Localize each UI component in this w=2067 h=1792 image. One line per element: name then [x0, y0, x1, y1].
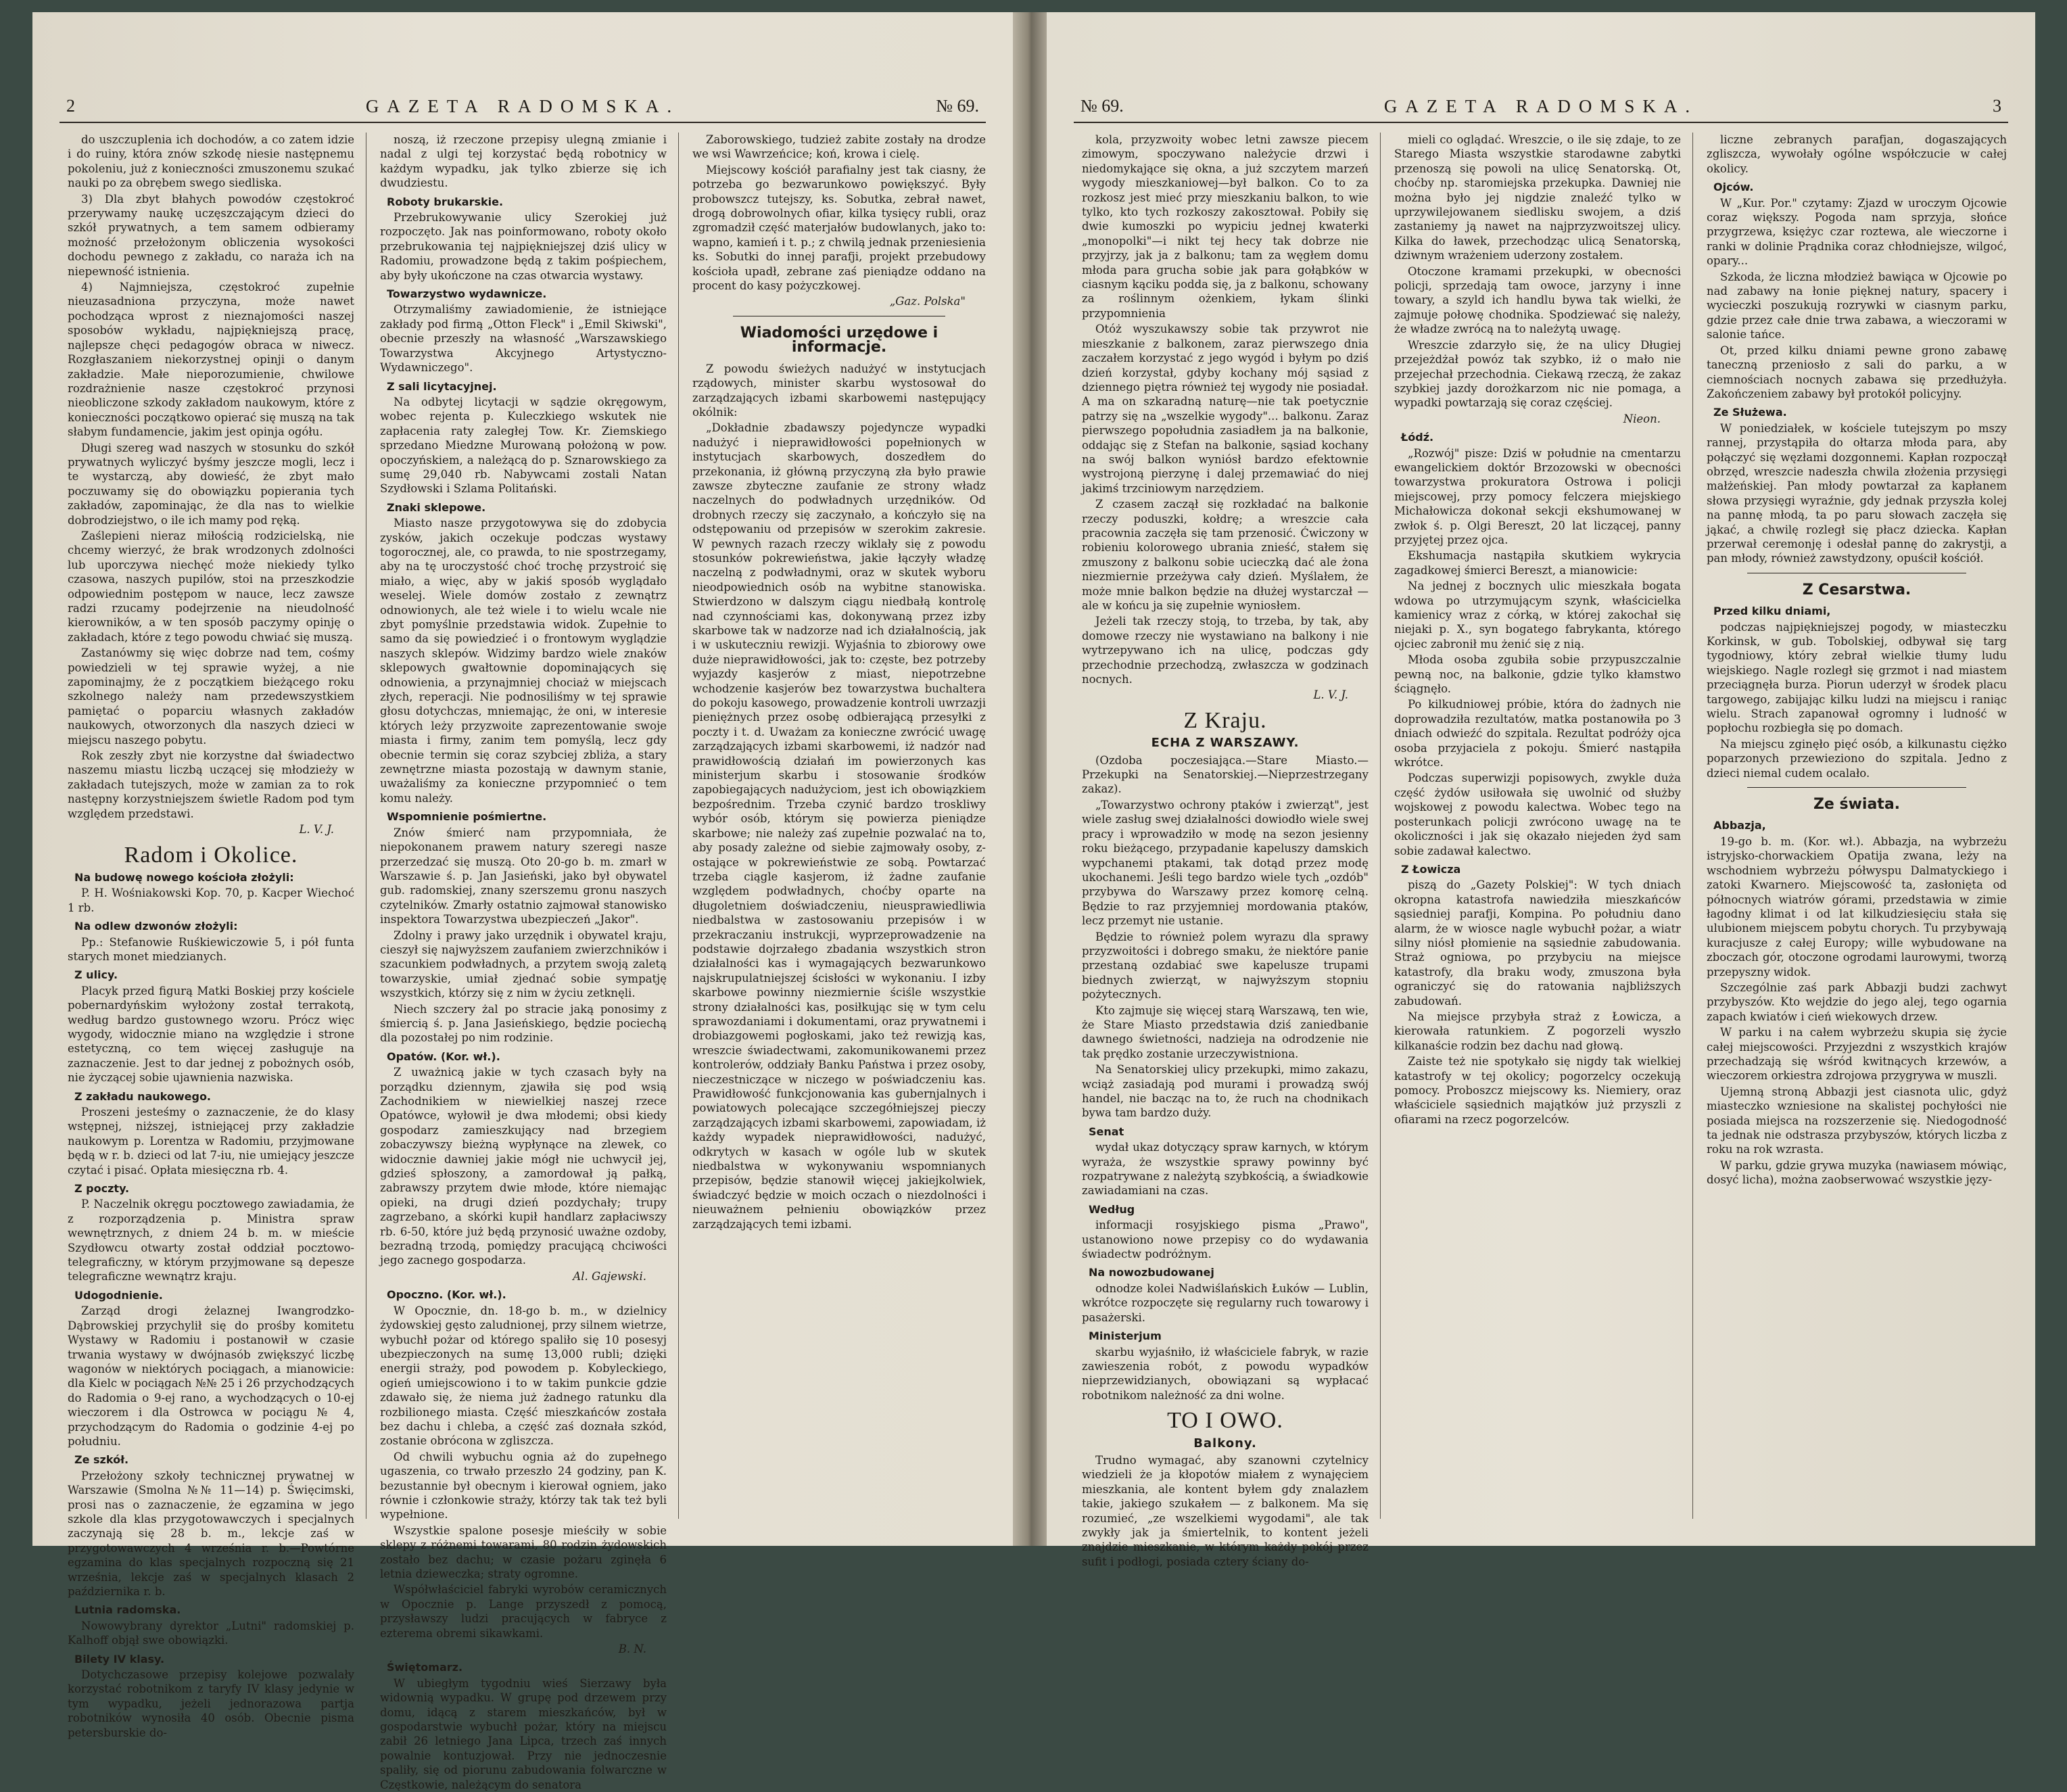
paragraph: W poniedziałek, w kościele tutejszym po mszy rannej, przystąpiła do ołtarza młoda para, aby połączyć się węzłami dozgonnemi. Kapłan rozpoczął obrzęd, wreszcie nadeszła chwila złożenia przysięgi małżeńskiej. Pan młody powtarzał za kapłanem słowa przysięgi wyraźnie, gdy jednak przyszła kolej na pannę młodą, ta po paru słowach zaczęła się jąkać, a chwilę rozległ się płacz dziecka. Kapłan przerwał ceremonję i odesłał pannę do zakrystji, a pan młody, również zawstydzony, opuścił kościół. — [1707, 421, 2007, 565]
article-heading: Przed kilku dniami, — [1713, 605, 1831, 618]
article-heading: Na nowozbudowanej — [1089, 1266, 1214, 1279]
section-title: TO I OWO. — [1167, 1408, 1283, 1434]
paragraph: Od chwili wybuchu ognia aż do zupełnego ugaszenia, co trwało przeszło 24 godziny, pan K. bezustannie był obecnym i kierował ogniem, jako równie i członkowie straży, którzy tak tak też byli wypełnione. — [380, 1450, 667, 1522]
author-signature: L. V. J. — [299, 823, 334, 836]
paragraph: W parku i na całem wybrzeżu skupia się życie całej miejscowości. Przyjezdni z wszystkich krajów przechadzają się wśród kwitnących krzewów, a wieczorem orkiestra zdrojowa przygrywa w muszli. — [1707, 1026, 2007, 1083]
paragraph: Jeżeli tak rzeczy stoją, to trzeba, by tak, aby domowe rzeczy nie wystawiano na balkony i nie wytrzepywano ich na ulicę, podczas gdy przechodnie przechodzą, zwłaszcza w godzinach nocnych. — [1082, 615, 1369, 686]
article-heading: Na budowę nowego kościoła złożyli: — [74, 870, 294, 884]
paragraph: Ekshumacja nastąpiła skutkiem wykrycia zagadkowej śmierci Bereszt, a mianowicie: — [1394, 549, 1681, 577]
right-page — [1047, 12, 2035, 1568]
paragraph: Na miejscu zginęło pięć osób, a kilkunastu ciężko poparzonych przewieziono do szpitala. Jedno z dzieci niemal cudem ocalało. — [1707, 737, 2007, 780]
paragraph: Z czasem zaczął się rozkładać na balkonie rzeczy poduszki, kołdrę; a wreszcie cała pracownia zaczęła się tam przenosić. Ćwiczony w robieniu kolorowego ubrania znieść, stałem się zmuszony z balkonu sobie ucieczką dać ale żona niezmiernie przeżywa cały dzień. Myślałem, że może mnie balkon będzie na dłużej wystarczał — ale w końcu ja się zupełnie wyniosłem. — [1082, 498, 1369, 612]
subsection-title: Balkony. — [1193, 1436, 1257, 1451]
section-title: Wiadomości urzędowe i informacje. — [740, 324, 939, 356]
right-issue-number: № 69. — [1080, 96, 1124, 116]
paragraph: piszą do „Gazety Polskiej": W tych dniach okropna katastrofa nawiedziła mieszkańców sąsiedniej parafji, Kompina. Po południu dano alarm, że w wiosce nagle wybuchł pożar, a wiatr silny niósł płomienie na sąsiednie zabudowania. Straż ogniowa, po przybyciu na miejsce katastrofy, dla braku wody, zmuszona była ograniczyć się do ratowania najbliższych zabudowań. — [1394, 878, 1681, 1008]
paragraph: Zdolny i prawy jako urzędnik i obywatel kraju, cieszył się najwyższem zaufaniem zwierzchników i szacunkiem podwładnych, a przytem swoją zaletą towarzyskie, umiał zjednać sobie sympatję wszystkich, którzy się z nim w życiu zetknęli. — [380, 928, 667, 1000]
paragraph: Młoda osoba zgubiła sobie przypuszczalnie pewną noc, na balkonie, gdzie tylko kłamstwo ściągnęło. — [1394, 653, 1681, 696]
paragraph: do uszczuplenia ich dochodów, a co zatem idzie i do ruiny, która znów szkodę niesie następnemu pokoleniu, już z konieczności zmuszonemu szukać nauki po za obrębem swego siedliska. — [68, 133, 354, 190]
left-issue-number: № 69. — [936, 96, 979, 116]
paragraph: skarbu wyjaśniło, iż właściciele fabryk, w razie zawieszenia robót, z powodu wypadków nieprzewidzianych, obowiązani są wypłacać robotnikom należność za dni wolne. — [1082, 1345, 1369, 1402]
author-signature: L. V. J. — [1313, 688, 1348, 702]
paragraph: Po kilkudniowej próbie, która do żadnych nie doprowadziła rezultatów, matka postanowiła po 3 dniach odwieźć do szpitala. Rezultat podróży ojca osoba przyjaciela z pokoju. Śmierć nastąpiła wkrótce. — [1394, 698, 1681, 770]
book-gutter — [1013, 12, 1047, 1546]
left-columns — [68, 133, 986, 1791]
paragraph: Długi szereg wad naszych w stosunku do szkół prywatnych wyliczyć byśmy jeszcze mogli, lecz i te wystarczą, aby dowieść, że zbyt mało poczuwamy się do obowiązku popierania tych zakładów, zapominając, że dla nas to wielkie dobrodziejstwo, o ile ich mamy pod ręką. — [68, 441, 354, 527]
article-heading: Opoczno. (Kor. wł.). — [387, 1288, 506, 1302]
paragraph: Na miejsce przybyła straż z Łowicza, a kierowała ratunkiem. Z pogorzeli wyszło kilkanaście rodzin bez dachu nad głową. — [1394, 1010, 1681, 1052]
paragraph: Zastanówmy się więc dobrze nad tem, cośmy powiedzieli w tej sprawie wyżej, a nie zapominajmy, że z początkiem bieżącego roku szkolnego należy nam przedewszystkiem pamiętać o poparciu własnych zakładów naukowych, otworzonych dla naszych dzieci w miejscu naszego pobytu. — [68, 646, 354, 747]
article-heading: Z ulicy. — [74, 968, 118, 982]
right-column-divider-1 — [1380, 133, 1381, 1519]
paragraph: P. H. Wośniakowski Kop. 70, p. Kacper Wiechoć 1 rb. — [68, 887, 354, 914]
paragraph: Otrzymaliśmy zawiadomienie, że istniejące zakłady pod firmą „Otton Fleck" i „Emil Skiwski", obecnie przeszły na własność „Warszawskiego Towarzystwa Akcyjnego Artystyczno-Wydawniczego". — [380, 303, 667, 375]
paragraph: podczas najpiękniejszej pogody, w miasteczku Korkinsk, w gub. Tobolskiej, odbywał się targ tygodniowy, który zebrał wielkie tłumy ludu wiejskiego. Nagle rozległ się grzmot i nad miastem przeciągnęła burza. Piorun uderzył w środek placu targowego, zabijając kilku ludzi na miejscu i raniąc wielu. Strach zapanował ogromny i ludność w popłochu rozbiegła się po domach. — [1707, 620, 2007, 735]
article-heading: Z zakładu naukowego. — [74, 1089, 212, 1103]
author-signature: B. N. — [618, 1643, 646, 1656]
paragraph: wydał ukaz dotyczący spraw karnych, w którym wyraża, że wszystkie sprawy powinny być rozpatrywane z należytą szybkością, a świadkowie zawiadamiani na czas. — [1082, 1141, 1369, 1198]
author-signature: Nieon. — [1623, 412, 1661, 425]
paragraph: Z powodu świeżych nadużyć w instytucjach rządowych, minister skarbu wystosował do zarządzających izbami skarbowemi następujący okólnik: — [692, 362, 986, 419]
paragraph: Trudno wymagać, aby szanowni czytelnicy wiedzieli że ja kłopotów miałem z wynajęciem mieszkania, ale kontent byłem gdy znalazłem takie, jakiego szukałem — z balkonem. Ma się rozumieć, „ze wszelkiemi wygodami", ale tak zwykły jak ja śmiertelnik, to kontent jeżeli znajdzie mieszkanie, w którym każdy pokój przez sufit i podłogi, posiada cztery ściany do- — [1082, 1453, 1369, 1568]
paragraph: Przebrukowywanie ulicy Szerokiej już rozpoczęto. Jak nas poinformowano, roboty około przebrukowania tej najpiękniejszej dziś ulicy w Radomiu, prowadzone będą z takim pośpiechem, aby były ukończone na czas otwarcia wystawy. — [380, 211, 667, 282]
section-title: Ze świata. — [1813, 796, 1901, 814]
paragraph: Na jednej z bocznych ulic mieszkała bogata wdowa po utrzymującym szynk, właścicielka kamienicy wraz z córką, w której zakochał się niejaki p. X., syn bogatego fabrykanta, którego ojciec zabronił mu żenić się z nią. — [1394, 580, 1681, 651]
paragraph: Miasto nasze przygotowywa się do zdobycia zysków, jakich oczekuje podczas wystawy togorocznej, ale, co prawda, to nie spostrzegamy, aby na tę uroczystość choć trochę przystroić się miało, a więc, aby w jakiś sposób wyglądało weselej. Wiele domów zostało z zewnątrz odnowionych, ale też wiele i to wielu wcale nie zbyt pomyślnie przedstawia widok. Zupełnie to samo da się powiedzieć i o frontowym wyglądzie naszych sklepów. Widzimy bardzo wiele znaków sklepowych gwałtownie dopominających się odnowienia, a przynajmniej chociaż w miejscach złych, reperacji. Nie podnosiliśmy w tej sprawie głosu dotychczas, mniemając, że oni, w interesie których leży przyzwoite zaprezentowanie swoje miasta i firmy, zanim tem pomyślą, lecz gdy obecnie termin się coraz szybciej zbliża, a stary zewnętrzne miasta pozostają w dawnym stanie, uważaliśmy za konieczne przypomnieć o tem komu należy. — [380, 517, 667, 805]
article-heading: Łódź. — [1401, 431, 1434, 444]
article-heading: Z sali licytacyjnej. — [387, 379, 497, 393]
paragraph: Otóż wyszukawszy sobie tak przywrot nie mieszkanie z balkonem, zaraz pierwszego dnia zaczałem korzystać z jego wygód i byłym po dziś dzień korzystał, gdyby kochany mój sąsiad z dziennego piętra również tej wygody nie posiadał. A ma on szkaradną naturę—nie tak poetycznie patrzy się na „wszelkie wygody"... balkonu. Zaraz pierwszego popołudnia zasiadłem ja na balkonie, oddając się z Stefan na balkonie, sąsiad kochany na swój balkon wyniósł bardzo efektownie wystrojoną pierzynę i dalej przemawiać do niej jakimś trzciniowym narzędziem. — [1082, 323, 1369, 495]
paragraph: informacji rosyjskiego pisma „Prawo", ustanowiono nowe przepisy co do wydawania świadectw podróżnym. — [1082, 1219, 1369, 1261]
paragraph: W parku, gdzie grywa muzyka (nawiasem mówiąc, dosyć licha), można zaobserwować wszystkie języ- — [1707, 1158, 2007, 1187]
article-heading: Udogodnienie. — [74, 1288, 163, 1302]
right-page-number: 3 — [1993, 96, 2001, 116]
paragraph: W „Kur. Por." czytamy: Zjazd w uroczym Ojcowie coraz większy. Pogoda nam sprzyja, słońce przygrzewa, księżyc czar roztewa, ale wieczorne i ranki w dolinie Prądnika coraz chłodniejsze, wilgoć, opary... — [1707, 196, 2007, 268]
right-column-3 — [1707, 133, 2007, 1532]
paragraph: mieli co oglądać. Wreszcie, o ile się zdaje, to ze Starego Miasta wszystkie starodawne zabytki przenoszą się powoli na ulicę Senatorską. Ot, choćby np. staromiejska przekupka. Dawniej nie można było jej nigdzie znaleźć tylko w uprzywilejowanem siedlisku swojem, a dziś zastaniemy ją nawet na najprzyzwoitszej ulicy. Kilka do ławek, przechodząc ulicą Senatorską, dziwnym wrażeniem uderzony zostałem. — [1394, 133, 1681, 262]
paragraph: Pp.: Stefanowie Ruśkiewiczowie 5, i pół funta starych monet miedzianych. — [68, 935, 354, 963]
paragraph: Niech szczery żal po stracie jaką ponosimy z śmiercią ś. p. Jana Jasieńskiego, będzie pociechą dla pozostałej po nim rodzinie. — [380, 1002, 667, 1045]
article-heading: Wspomnienie pośmiertne. — [387, 810, 547, 824]
paragraph: Będzie to również polem wyrazu dla sprawy przyzwoitości i dobrego smaku, że niektóre panie przestaną ozdabiać swe kapelusze trupami biednych zwierząt, w najwyższym stopniu pożytecznych. — [1082, 930, 1369, 1001]
paragraph: Placyk przed figurą Matki Boskiej przy kościele pobernardyńskim wyłożony został terrakotą, według bardzo gustownego wzoru. Prócz więc wygody, widocznie miano na względzie i strone estetyczną, co tem więcej zasługuje na zaznaczenie. Jest to dar jednej z pobożnych osób, nie życzącej sobie ujawnienia nazwiska. — [68, 984, 354, 1085]
paragraph: kola, przyzwoity wobec letni zawsze piecem zimowym, spoczywano należycie drzwi i niedomykające się okna, a już szczytem marzeń wygody mieszkaniowej—był balkon. Co to za rozkosz jest mieć przy mieszkaniu balkon, to wie tylko, kto tych rozkoszy zakosztował. Pobiły się dwie kumoszki po wypiciu jednej kwaterki „monopolki"—i nikt tej hecy tak dobrze nie przyjrzy, jak ja z balkonu; tam za węgłem domu młoda para grucha sobie jak para gołąbków w ciasnym kąciku podda się, ja z balkonu, schowany za roślinnym ożenkiem, łykam ślinki przypomnienia — [1082, 133, 1369, 320]
divider-rule — [1747, 787, 1966, 788]
paragraph: Zaślepieni nieraz miłością rodzicielską, nie chcemy wierzyć, że brak wrodzonych zdolności lub uporczywa niechęć może niekiedy tylko czasowa, naszych pupilów, stoi na przeszkodzie odpowiednim postępom w nauce, lecz zawsze radzi rzucamy podejrzenie na nieudolność kierowników, a w ten sposób paczymy opinję o zakładach, które z tego powodu chwiać się muszą. — [68, 529, 354, 644]
paragraph: Rok zeszły zbyt nie korzystne dał świadectwo naszemu miastu liczbą uczącej się młodzieży w zakładach tutejszych, może w zamian za to rok następny korzystniejszem świetle Radom pod tym względem przedstawi. — [68, 749, 354, 820]
article-heading: Ojców. — [1713, 181, 1754, 194]
paragraph: „Rozwój" pisze: Dziś w południe na cmentarzu ewangelickiem doktór Brzozowski w obecności towarzystwa prokuratora Ostrowa i policji miejscowej, przy pomocy felczera miejskiego Michałowicza dokonał sekcji ekshumowanej w zwłok ś. p. Olgi Bereszt, 20 lat liczącej, panny przyjętej przez ojca. — [1394, 446, 1681, 546]
paragraph: Wreszcie zdarzyło się, że na ulicy Długiej przejeżdżał powóz tak szybko, iż o mało nie przejechał przechodnia. Ciekawą rzeczą, że zakaz szybkiej jazdy dorożkarzom nic nie pomaga, a wypadki powtarzają się coraz częściej. — [1394, 338, 1681, 410]
paragraph: Szczególnie zaś park Abbazji budzi zachwyt przybyszów. Kto wejdzie do jego alej, tego ogarnia zapach kwiatów i cień wiekowych drzew. — [1707, 981, 2007, 1023]
left-column-2 — [380, 133, 667, 1791]
paragraph: Zaiste też nie spotykało się nigdy tak wielkiej katastrofy w tej okolicy; pogorzelcy oczekują pomocy. Proboszcz miejscowy ks. Niemiery, oraz właściciele sąsiednich majątków już przyszli z ofiarami na rzecz pogorzelców. — [1394, 1055, 1681, 1126]
paragraph: Ot, przed kilku dniami pewne grono zabawę taneczną przeniosło z sali do parku, a w ciemnościach nocnych zabawa się przedłużyła. Zakończeniem zabawy był protokół policyjny. — [1707, 344, 2007, 400]
paragraph: 4) Najmniejsza, częstokroć zupełnie nieuzasadniona przyczyna, może nawet pochodząca wprost z nieznajomości naszej sposobów wykładu, najpiękniejszą pracę, najlepsze chęci pedagogów obraca w niwecz. Rozgłaszaniem niekorzystnej opinji o danym zakładzie. Małe nieporozumienie, chwilowe rozdrażnienie nasze częstokroć przynosi nieobliczone szkody zakładom naukowym, które z konieczności początkowo opierać się muszą na tak słabym fundamencie, jakim jest opinja ogółu. — [68, 281, 354, 439]
right-masthead — [1074, 92, 2008, 123]
newspaper-spread — [32, 12, 2035, 1791]
paragraph: Nowowybrany dyrektor „Lutni" radomskiej p. Kalhoff objął swe obowiązki. — [68, 1619, 354, 1647]
section-title: Z Kraju. — [1183, 707, 1267, 733]
paragraph: liczne zebranych parafjan, dogaszających zgliszcza, wywołały ogólne współczucie w całej okolicy. — [1707, 133, 2007, 175]
paragraph: noszą, iż rzeczone przepisy ulegną zmianie i nadal z ulgi tej korzystać będą robotnicy w każdym wypadku, jak tylko zbierze się ich dwudziestu. — [380, 133, 667, 190]
right-columns — [1082, 133, 2008, 1568]
article-heading: Towarzystwo wydawnicze. — [387, 287, 547, 301]
article-heading: Świętomarz. — [387, 1661, 463, 1674]
paragraph: Dotychczasowe przepisy kolejowe pozwalały korzystać robotnikom z taryfy IV klasy jedynie w tym wypadku, jeżeli jednorazowa partja robotników wynosiła 40 osób. Obecnie pisma petersburskie do- — [68, 1668, 354, 1739]
article-heading: Na odlew dzwonów złożyli: — [74, 920, 238, 933]
paragraph: Podczas superwizji popisowych, zwykle duża część żydów usiłowała się uwolnić od służby wojskowej z powodu kalectwa. Wobec tego na posterunkach policji zwrócono uwagę na te okoliczności i jak się okazało niejeden żyd sam sobie zadawał kalectwo. — [1394, 772, 1681, 857]
paragraph: „Towarzystwo ochrony ptaków i zwierząt", jest wiele zasług swej działalności dowiodło wiele swej pracy i wprowadziło w modę na sezon jesienny roku bieżącego, przypadanie kapeluszy damskich wypchanemi ptakami, tak dotąd przez modę ukochanemi. Jeśli tego bardzo wiele tych „ozdób" przybywa do Warszawy przez komorę celną. Będzie to raz przyjemniej mordowania ptaków, lecz przemyt nie ustanie. — [1082, 798, 1369, 928]
article-heading: Według — [1089, 1202, 1135, 1216]
paragraph: Kto zajmuje się więcej starą Warszawą, ten wie, że Stare Miasto przedstawia dziś zaniedbanie dawnego świetności, nadzieja na odrodzenie nie tak prędko zostanie urzeczywistniona. — [1082, 1004, 1369, 1060]
paragraph: Przełożony szkoły technicznej prywatnej w Warszawie (Smolna №№ 11—14) p. Święcimski, prosi nas o zaznaczenie, że egzamina w jego szkole dla klas przygotowawczych i specjalnych zaczynają się 28 b. m., lekcje zaś w przygotowawczych 4 września r. b.—Powtórne egzamina do klas specjalnych rozpoczną się 21 września, lekcje zaś w specjalnych klasach 2 października r. b. — [68, 1469, 354, 1598]
left-column-1 — [68, 133, 354, 1739]
article-heading: Z Łowicza — [1401, 862, 1461, 876]
paragraph: „Dokładnie zbadawszy pojedyncze wypadki nadużyć i nieprawidłowości popełnionych w instytucjach skarbowych, doszedłem do przekonania, iż główną przyczyną zła było prawie zawsze zbyteczne zaufanie ze strony władz naczelnych do podwładnych urzędników. Od drobnych rzeczy się zaczynało, a kończyło się na odstępowaniu od przepisów w szerokim zakresie. W pewnych razach rzeczy wiklały się z powodu stosunków pokrewieństwa, jakie łączyły władzę naczelną z podwładnymi, oraz w skutek wyboru nieodpowiednich osób na wybitne stanowiska. Stwierdzono w dalszym ciągu niedbałą kontrolę nad czynnościami kas, dokonywaną przez izby skarbowe tak w nadzorze nad ich działalnością, jak i w uskuteczniu rewizji. Wyjaśnia to zbiorowy owe duże nieprawidłowości, jak to: częste, bez potrzeby wyjazdy kasjerów z miast, niepotrzebne wchodzenie kasjerów bez towarzystwa buchaltera do pokoju kasowego, prowadzenie kontroli uwrzazji pieniężnych przez osobę odbierającą przesyłki z poczty i t. d. Uważam za konieczne zwrócić uwagę zarządzających izbami skarbowemi, iż nadzór nad prawidłowością działań im powierzonych kas ministerjum skarbu i stosowanie środków zapobiegających nadużyciom, jest ich obowiązkiem bezpośrednim. Trzeba czynić bardzo troskliwy wybór osób, którym się powierza pieniądze skarbowe; nie należy zaś zupełnie pozwalać na to, aby posady zależne od siebie zajmowały osoby, z-ostające w pokrewieństwie ze sobą. Powtarzać trzeba ciągle kasjerom, iż żadne zaufanie względem podwładnych, choćby oparte na długoletniem doświadczeniu, nieusprawiedliwia niedbalstwa w zastosowaniu przepisów i w przekraczaniu instrukcji, wyprzeprowadzenie na podstawie dojrzałego zbadania wszystkich stron działalności kas i wymagających bezwarunkowo najskrupulatniejszej ścisłości w wykonaniu. I izby skarbowe powinny niezmiernie ściśle wszystkie strony działalności kas, posiłkując się w tym celu sprawozdaniami i dokumentami, oraz prywatnemi i drobiazgowemi pogłoskami, jako też rewizją kas, wreszcie świadectwami, zakomunikowanemi przez kontrolerów, oddziały Banku Państwa i przez osoby, nieczestniczące w niczego w poświadczeniu kas. Prawidłowość funkcjonowania kas gubernjalnych i powiatowych polecające szczegółniejszej pieczy zarządzających izbami skarbowemi, zapowiadam, iż każdy wypadek nieprawidłowości, nadużyć, odkrytych w kasach w ogóle lub w skutek niedbalstwa w wykonywaniu wspomnianych przepisów, będzie stanowił więcej jakiejkolwiek, świadczyć będzie w moich oczach o niezdolności i nieuważnem pełnieniu obowiązków przez zarządzających temi izbami. — [692, 421, 986, 1231]
paragraph: Na odbytej licytacji w sądzie okręgowym, wobec rejenta p. Kuleczkiego wskutek nie zapłacenia raty zaległej Tow. Kr. Ziemskiego sprzedano Miedzne Murowaną położoną w pow. opoczyńskiem, a należącą do p. Sznarowskiego za sumę 29,040 rb. Nabywcami zostali Natan Szydłowski i Szlama Politański. — [380, 395, 667, 496]
right-column-2 — [1394, 133, 1681, 1532]
paragraph: Współwłaściciel fabryki wyrobów ceramicznych w Opocznie p. Lange przyszedł z pomocą, przysławszy ludzi pracujących w fabryce z ezterema obremi sikawkami. — [380, 1583, 667, 1640]
paragraph: (Ozdoba poczesiająca.—Stare Miasto.—Przekupki na Senatorskiej.—Nieprzestrzegany zakaz). — [1082, 753, 1369, 796]
paragraph: Zaborowskiego, tudzież zabite zostały na drodze we wsi Wawrzeńcice; koń, krowa i cielę. — [692, 133, 986, 161]
article-heading: Ministerjum — [1089, 1329, 1162, 1343]
article-heading: Ze szkół. — [74, 1453, 129, 1467]
left-masthead — [60, 92, 986, 123]
section-title: Radom i Okolice. — [124, 842, 298, 868]
article-heading: Opatów. (Kor. wł.). — [387, 1050, 500, 1063]
paragraph: Miejscowy kościół parafialny jest tak ciasny, że potrzeba go bezwarunkowo powiększyć. Były probowszcz tutejszy, ks. Sobutka, zebrał nawet, drogą dobrowolnych ofiar, kilka tysięcy rubli, oraz zgromadził część materjałów budowlanych, jako to: wapno, kamień i t. p.; z chwilą jednak przeniesienia ks. Sobutki do innej parafji, projekt przebudowy kościoła upadł, zebrane zaś pieniądze oddano na procent do kasy pożyczkowej. — [692, 163, 986, 293]
paragraph: Zarząd drogi żelaznej Iwangrodzko-Dąbrowskiej przychylił się do prośby komitetu Wystawy w Radomiu i postanowił w czasie trwania wystawy w dwójnasób zwiększyć liczbę wagonów w niektórych pociągach, a mianowicie: dla Kielc w pociągach №№ 25 i 26 przychodzących do Radomia o 9-ej rano, a wychodzących o 10-ej wieczorem i dla Ostrowca w pociągu № 4, przychodzącym do Radomia o godzinie 4-ej po południu. — [68, 1304, 354, 1448]
right-column-1 — [1082, 133, 1369, 1568]
author-signature: Al. Gajewski. — [573, 1269, 646, 1283]
paragraph: Na Senatorskiej ulicy przekupki, mimo zakazu, wciąż zasiadają pod murami i prowadzą swój handel, nie bacząc na to, że ruch na chodnikach bywa tam bardzo duży. — [1082, 1063, 1369, 1120]
article-heading: Z poczty. — [74, 1182, 130, 1196]
paragraph: Szkoda, że liczna młodzież bawiąca w Ojcowie po nad zabawy na łonie pięknej natury, spacery i wycieczki poszukują rozrywki w ciasnym parku, gdzie przez całe dnie trwa zabawa, a wieczorami w salonie tańce. — [1707, 270, 2007, 341]
article-heading: Roboty brukarskie. — [387, 195, 504, 208]
author-signature: „Gaz. Polska" — [889, 295, 966, 308]
paragraph: Znów śmierć nam przypomniała, że niepokonanem prawem natury szeregi nasze przerzedzać się muszą. Oto 20-go b. m. zmarł w Warszawie ś. p. Jan Jasieński, jako był obywatel gub. radomskiej, znany szerszemu gronu naszych czytelników. Zmarły ostatnio zajmował stanowisko inspektora Towarzystwa ubezpieczeń „Jakor". — [380, 826, 667, 926]
left-paper-title: GAZETA RADOMSKA. — [365, 96, 680, 116]
paragraph: 19-go b. m. (Kor. wł.). Abbazja, na wybrzeżu istryjsko-chorwackiem Opatija zwana, leży na wschodniem wybrzeżu półwyspu Dalmatyckiego i zatoki Kwarnero. Miejscowość ta, zasłonięta od północnych wiatrów górami, przedstawia w zimie łagodny klimat i od lat kilkudziesięciu stała się ulubionem miejscem pobytu chorych. Tu przybywają kuracjusze z całej Europy; wille wybudowane na zboczach gór, otoczone ogrodami laurowymi, tworzą przepyszny widok. — [1707, 834, 2007, 978]
article-heading: Abbazja, — [1713, 819, 1766, 832]
right-column-divider-2 — [1692, 133, 1693, 1519]
left-column-divider-2 — [678, 133, 679, 1519]
right-paper-title: GAZETA RADOMSKA. — [1383, 96, 1698, 116]
section-title: Z Cesarstwa. — [1802, 581, 1911, 598]
article-heading: Znaki sklepowe. — [387, 500, 486, 514]
paragraph: P. Naczelnik okręgu pocztowego zawiadamia, że z rozporządzenia p. Ministra spraw wewnętrznych, z dniem 24 b. m. w mieście Szydłowcu otwarty został oddział pocztowo-telegraficzny, w którym przyjmowane są depesze telegraficzne wewnątrz kraju. — [68, 1198, 354, 1283]
paragraph: odnodze kolei Nadwiślańskich Łuków — Lublin, wkrótce rozpoczęte się regularny ruch towarowy i pasażerski. — [1082, 1281, 1369, 1324]
article-heading: Bilety IV klasy. — [74, 1652, 165, 1666]
paragraph: Wszystkie spalone posesje mieściły w sobie sklepy z różnemi towarami, 80 rodzin żydowskich zostało bez dachu; w czasie pożaru zginęła 6 letnia dzieweczka; straty ogromne. — [380, 1524, 667, 1580]
article-heading: Ze Służewa. — [1713, 406, 1787, 419]
left-page-number: 2 — [66, 96, 75, 116]
article-heading: Senat — [1089, 1125, 1124, 1138]
subsection-title: ECHA Z WARSZAWY. — [1151, 736, 1300, 751]
article-heading: Lutnia radomska. — [74, 1603, 181, 1617]
paragraph: W ubiegłym tygodniu wieś Sierzawy była widownią wypadku. W grupę pod drzewem przy domu, idącą z starem mieszkańców, był w gospodarstwie wybuchł pożar, który na miejscu zabił 26 letniego Jana Lipca, trzech zaś innych powalnie kontuzjował. Przy nie jednoczesnie spaliły, się od piorunu zabudowania folwarczne w Częstkowie, należącym do senatora — [380, 1676, 667, 1791]
paragraph: Proszeni jesteśmy o zaznaczenie, że do klasy wstępnej, niższej, istniejącej przy zakładzie naukowym p. Lorentza w Radomiu, przyjmowane będą w r. b. dzieci od lat 7-iu, nie umiejący jeszcze czytać i pisać. Opłata miesięczna rb. 4. — [68, 1106, 354, 1177]
paragraph: Otoczone kramami przekupki, w obecności policji, sprzedają tam owoce, jarzyny i inne towary, a szyld ich handlu bywa tak wielki, że zajmuje połowę chodnika. Spodziewać się należy, że władze zwrócą na to należytą uwagę. — [1394, 264, 1681, 336]
paragraph: Ujemną stroną Abbazji jest ciasnota ulic, gdyż miasteczko wzniesione na skalistej pochyłości nie posiada miejsca na rozszerzenie się. Niedogodność ta jednak nie odstrasza przybyszów, których liczba z roku na rok wzrasta. — [1707, 1085, 2007, 1156]
left-column-3 — [692, 133, 986, 1532]
paragraph: W Opocznie, dn. 18-go b. m., w dzielnicy żydowskiej gęsto zaludnionej, przy silnem wietrze, wybuchł pożar od którego spaliło się 10 posesyj ubezpieczonych na sumę 13,000 rubli; dzięki energii straży, pod powodem p. Kobyleckiego, ogień umiejscowiono i to w takim punkcie gdzie zdawało się, że niema już żadnego ratunku dla rozbilionego miasta. Część mieszkańców została bez dachu i chleba, a część zaś doznała szkód, zostanie obrócona w zgliszcza. — [380, 1304, 667, 1448]
paragraph: Z uważnicą jakie w tych czasach były na porządku dziennym, zjawiła się pod wsią Zachodnikiem w niewielkiej naszej rzece Opatówce, wyłowił je dwa młodemi; obsi kiedy gospodarz zamieszkujący nad brzegiem zobaczywszy bieżną wypłynące na zlewek, co widocznie dawniej jakie mógł nie uchwycił jej, gdzieś spłoszony, a zamordował ją pałką, zabrawszy przytem dwie młode, które niemając opieki, na drugi dzień pozdychały; trupy zagrzebano, a skórki kupił handlarz zapłaciwszy rb. 6-50, które już będą przynosić uważne ozdoby, bezradną trzodą, pomiędzy pracującą chciwości jego zacnego gospodarza. — [380, 1066, 667, 1267]
left-page — [32, 12, 1013, 1791]
paragraph: 3) Dla zbyt błahych powodów częstokroć przerywamy naukę uczęszczającym dzieci do szkół prywatnych, a tem samem odbieramy możność przełożonym obliczenia wysokości dochodu pewnego z zakładu, co naraża ich na niepewność istnienia. — [68, 192, 354, 278]
